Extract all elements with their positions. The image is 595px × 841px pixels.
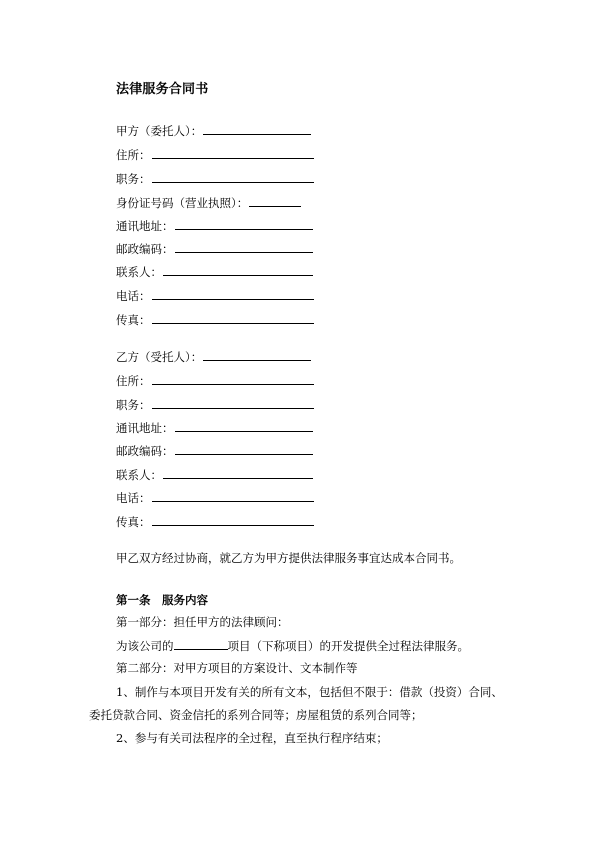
party-b-mailing-address-blank[interactable] [175, 419, 313, 432]
party-a-contact-blank[interactable] [163, 263, 313, 276]
party-a-address-field [116, 146, 314, 162]
party-a-postcode-label: 邮政编码： [116, 242, 174, 256]
party-b-address-label: 住所： [116, 374, 151, 388]
party-a-contact-field [116, 263, 313, 279]
party-a-client-field [116, 122, 311, 138]
party-b-fax-field [116, 513, 314, 529]
party-b-position-label: 职务： [116, 398, 151, 412]
party-b-postcode-field [116, 442, 313, 458]
party-b-position-blank[interactable] [152, 396, 314, 409]
party-b-agent-blank[interactable] [203, 348, 311, 361]
party-a-phone-label: 电话： [116, 289, 151, 303]
party-a-client-blank[interactable] [203, 122, 311, 135]
party-b-phone-blank[interactable] [152, 489, 314, 502]
party-b-fax-label: 传真： [116, 515, 151, 529]
article-1-heading: 第一条 服务内容 [116, 593, 208, 607]
part-1-title: 第一部分：担任甲方的法律顾问： [116, 615, 289, 629]
party-a-mailing-address-label: 通讯地址： [116, 219, 174, 233]
party-a-fax-blank[interactable] [152, 311, 314, 324]
party-a-fax-field [116, 311, 314, 327]
document-title: 法律服务合同书 [116, 82, 209, 97]
party-b-address-blank[interactable] [152, 372, 314, 385]
item-2: 2、参与有关司法程序的全过程，直至执行程序结束； [116, 731, 388, 745]
project-name-blank[interactable] [174, 637, 228, 650]
party-b-postcode-blank[interactable] [175, 442, 313, 455]
party-b-phone-label: 电话： [116, 491, 151, 505]
part-1-text-after: 项目（下称项目）的开发提供全过程法律服务。 [227, 639, 469, 653]
party-b-mailing-address-label: 通讯地址： [116, 421, 174, 435]
party-a-position-blank[interactable] [152, 170, 314, 183]
party-a-client-label: 甲方（委托人）： [116, 124, 203, 138]
party-a-id-label: 身份证号码（营业执照）： [116, 196, 249, 210]
part-1-text-before: 为该公司的 [116, 639, 174, 653]
party-b-position-field [116, 396, 314, 412]
party-a-address-blank[interactable] [152, 146, 314, 159]
party-b-mailing-address-field [116, 419, 313, 435]
intro-paragraph: 甲乙双方经过协商，就乙方为甲方提供法律服务事宜达成本合同书。 [116, 551, 461, 565]
party-a-postcode-field [116, 240, 313, 256]
party-a-position-label: 职务： [116, 172, 151, 186]
party-b-contact-label: 联系人： [116, 468, 162, 482]
party-a-mailing-address-blank[interactable] [175, 217, 313, 230]
party-a-address-label: 住所： [116, 148, 151, 162]
party-b-agent-field [116, 348, 311, 364]
party-a-phone-field [116, 287, 314, 303]
part-2-title: 第二部分：对甲方项目的方案设计、文本制作等 [116, 661, 358, 675]
party-a-id-field [116, 194, 301, 210]
party-b-fax-blank[interactable] [152, 513, 314, 526]
party-b-address-field [116, 372, 314, 388]
party-b-postcode-label: 邮政编码： [116, 444, 174, 458]
party-b-phone-field [116, 489, 314, 505]
party-a-position-field [116, 170, 314, 186]
party-a-fax-label: 传真： [116, 313, 151, 327]
party-a-mailing-address-field [116, 217, 313, 233]
party-a-phone-blank[interactable] [152, 287, 314, 300]
party-a-contact-label: 联系人： [116, 265, 162, 279]
party-b-agent-label: 乙方（受托人）： [116, 350, 203, 364]
party-b-contact-blank[interactable] [163, 466, 313, 479]
party-a-id-blank[interactable] [249, 194, 301, 207]
party-a-postcode-blank[interactable] [175, 240, 313, 253]
item-1-line-1: 1、制作与本项目开发有关的所有文本，包括但不限于：借款（投资）合同、 [116, 685, 503, 699]
part-1-paragraph [116, 637, 469, 654]
party-b-contact-field [116, 466, 313, 482]
item-1-line-2: 委托贷款合同、资金信托的系列合同等；房屋租赁的系列合同等； [89, 708, 423, 722]
